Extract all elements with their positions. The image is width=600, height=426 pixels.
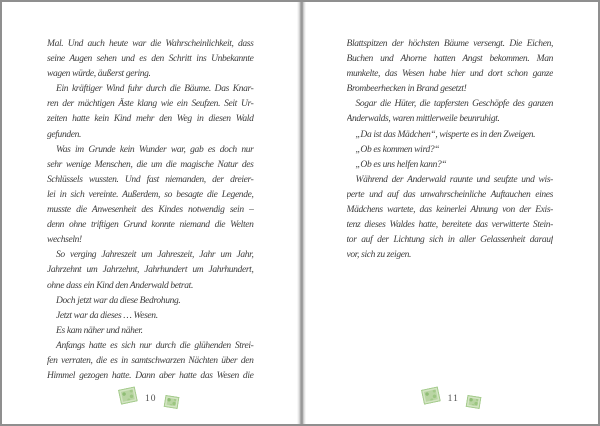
page-left-text — [47, 37, 254, 384]
book-gutter — [297, 2, 306, 424]
text-line: tenz dieses Waldes hatte, bereitete das verwitterte Stein- — [346, 220, 553, 231]
text-line: tor auf der Lichtung sich in aller Gelassenheit darauf — [346, 235, 553, 246]
page-left — [2, 2, 297, 424]
text-line: Während der Anderwald raunte und seufzte und wis- — [355, 174, 553, 185]
text-line: „Da ist das Mädchen“, wisperte es in den Zweigen. — [355, 129, 536, 140]
text-line: Doch jetzt war da diese Bedrohung. — [56, 295, 181, 306]
text-line: sehr wenige Menschen, die um die magische Natur des — [47, 159, 254, 170]
text-line: Blattspitzen der höchsten Bäume versengt. Die Eichen, — [346, 39, 553, 49]
page-number-left: 10 — [145, 393, 157, 404]
text-line: ren der mächtigen Äste klang wie ein Seufzen. Seit Ur- — [47, 99, 254, 110]
text-line: perte und auf das unwahrscheinliche Auftauchen eines — [346, 189, 553, 200]
text-line: Sogar die Hüter, die tapfersten Geschöpfe des ganzen — [355, 99, 553, 110]
text-line: Mädchens wartete, das keinerlei Ahnung von der Exis- — [346, 205, 553, 216]
page-number-right: 11 — [447, 393, 459, 404]
page-right — [306, 2, 599, 424]
text-line: Buchen und Ahorne hatten Angst bekommen. Man — [346, 54, 553, 65]
text-line: Es kam näher und näher. — [56, 325, 143, 336]
text-line: „Ob es kommen wird?“ — [355, 144, 440, 155]
text-line: fen verraten, die es in samtschwarzen Nächten über den — [47, 355, 254, 366]
page-right-text — [347, 37, 554, 263]
text-line: gefunden. — [47, 129, 82, 140]
text-line: ohne dass ein Kind den Anderwald betrat. — [47, 280, 193, 291]
page-left-footer — [2, 391, 297, 406]
text-line: wagen würde, äußerst gering. — [47, 69, 151, 80]
leaf-stamp-icon — [421, 386, 441, 404]
text-line: wechseln! — [47, 235, 82, 246]
text-line: „Ob es uns helfen kann?“ — [355, 159, 447, 170]
text-line: denn ohne triftigen Grund konnte niemand die Welten — [47, 220, 254, 231]
text-line: munkelte, das Wesen habe hier und dort schon ganze — [346, 69, 553, 80]
text-line: Anderwalds, waren mittlerweile beunruhigt. — [346, 114, 500, 125]
text-line: Schlüssels wussten. Und fast niemanden, der dreier- — [47, 174, 254, 185]
text-line: Was im Grunde kein Wunder war, gab es doch nur — [56, 144, 254, 155]
leaf-stamp-icon — [466, 394, 482, 408]
leaf-stamp-icon — [163, 394, 179, 408]
text-line: zeiten hatte kein Kind mehr den Weg in diesen Wald — [47, 114, 254, 125]
text-line: Anfangs hatte es sich nur durch die glühenden Strei- — [56, 340, 254, 351]
text-line: Jetzt war da dieses … Wesen. — [56, 310, 158, 321]
text-line: Jahrzehnt um Jahrzehnt, Jahrhundert um Jahrhundert, — [47, 265, 254, 276]
text-line: So verging Jahreszeit um Jahreszeit, Jahr um Jahr, — [56, 250, 254, 261]
text-line: Mal. Und auch heute war die Wahrscheinlichkeit, dass — [47, 39, 254, 49]
page-right-footer — [306, 391, 599, 406]
text-line: Brombeerhecken in Brand gesetzt! — [346, 84, 467, 95]
text-line: lei in sich vereinte. Außerdem, so besagte die Legende, — [47, 189, 254, 200]
text-line: musste die Anwesenheit des Kindes notwendig sein – — [47, 205, 254, 216]
leaf-stamp-icon — [118, 386, 138, 404]
text-line: Himmel gezogen hatte. Dann aber hatte das Wesen die — [47, 371, 254, 382]
text-line: Ein kräftiger Wind fuhr durch die Bäume. Das Knar- — [56, 84, 254, 95]
text-line: seine Augen sehen und es den Schritt ins Unbekannte — [47, 54, 254, 65]
text-line: vor, sich zu zeigen. — [346, 250, 412, 261]
